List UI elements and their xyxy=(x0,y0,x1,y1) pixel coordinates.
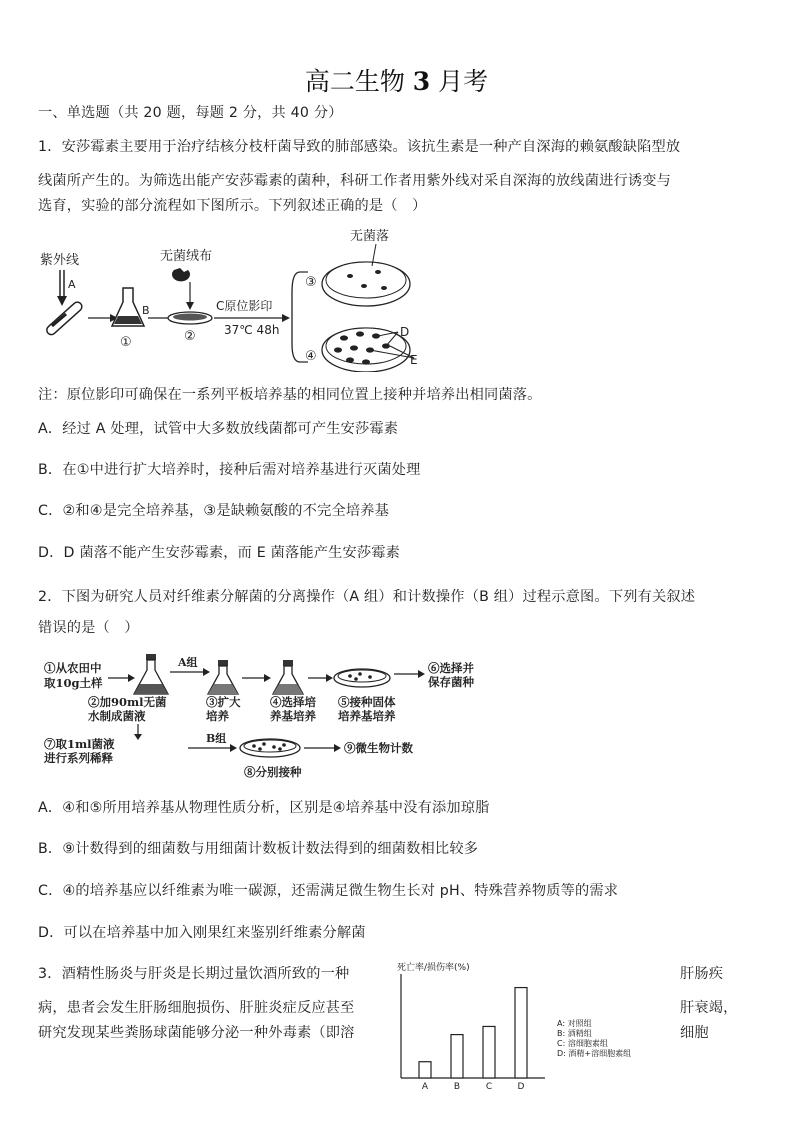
petri-dish-3 xyxy=(322,262,410,306)
q1-note: 注：原位影印可确保在一系列平板培养基的相同位置上接种并培养出相同菌落。 xyxy=(38,387,542,403)
flask-icon-step2 xyxy=(134,654,168,694)
colony-e-label: E xyxy=(410,353,418,367)
test-tube-icon xyxy=(45,300,84,336)
bar-a xyxy=(419,1062,431,1078)
step4-line2: 养基培养 xyxy=(270,709,316,723)
q3-stem-line3-left: 研究发现某些粪肠球菌能够分泌一种外毒素（即溶 xyxy=(38,1025,355,1041)
q1-option-b: B．在①中进行扩大培养时，接种后需对培养基进行灭菌处理 xyxy=(38,462,421,478)
title-tail: 月考 xyxy=(438,67,489,96)
x-tick-b: B xyxy=(453,1082,461,1092)
label-1: ① xyxy=(120,335,132,350)
step-c-label: C原位影印 xyxy=(216,299,273,313)
petri-dish-2 xyxy=(168,312,212,324)
flask-icon xyxy=(112,288,144,326)
step9-label: ⑨微生物计数 xyxy=(344,741,413,755)
label-3: ③ xyxy=(305,275,317,290)
step8-label: ⑧分别接种 xyxy=(244,765,302,779)
flask-icon-step4 xyxy=(273,660,303,694)
q1-option-a: A．经过 A 处理，试管中大多数放线菌都可产生安莎霉素 xyxy=(38,421,399,437)
q2-stem-line1: 2．下图为研究人员对纤维素分解菌的分离操作（A 组）和计数操作（B 组）过程示意图。下列有关叙述 xyxy=(38,589,696,605)
x-tick-d: D xyxy=(517,1082,525,1092)
q3-bar-chart xyxy=(395,958,665,1093)
legend-item: D: 酒精+溶细胞素组 xyxy=(557,1049,632,1058)
group-b-label: B组 xyxy=(206,732,227,745)
q3-stem-line3-right: 细胞 xyxy=(680,1025,709,1041)
petri-dish-step5 xyxy=(334,669,390,687)
step7-line1: ⑦取1ml菌液 xyxy=(44,737,115,751)
sterile-cloth-label: 无菌绒布 xyxy=(160,249,213,264)
q1-stem-line2: 线菌所产生的。为筛选出能产安莎霉素的菌种，科研工作者用紫外线对采自深海的放线菌进行诱变与 xyxy=(38,173,672,189)
group-a-label: A组 xyxy=(178,656,198,669)
x-tick-a: A xyxy=(421,1082,429,1092)
q3-stem-line2-left: 病，患者会发生肝肠细胞损伤、肝脏炎症反应甚至 xyxy=(38,1000,355,1016)
q2-option-c: C．④的培养基应以纤维素为唯一碳源，还需满足微生物生长对 pH、特殊营养物质等的需求 xyxy=(38,883,619,899)
label-4: ④ xyxy=(305,349,317,364)
q1-option-c: C．②和④是完全培养基，③是缺赖氨酸的不完全培养基 xyxy=(38,503,390,519)
velvet-stamp-icon xyxy=(172,268,190,281)
q2-stem-line2: 错误的是（ ） xyxy=(38,620,139,636)
petri-dish-step8 xyxy=(240,739,300,757)
step6-line1: ⑥选择并 xyxy=(428,661,474,675)
petri-dish-4 xyxy=(322,328,410,372)
step5-line1: ⑤接种固体 xyxy=(338,695,396,709)
q2-option-d: D．可以在培养基中加入刚果红来鉴别纤维素分解菌 xyxy=(38,925,366,941)
legend-item: A: 对照组 xyxy=(557,1019,592,1028)
step4-line1: ④选择培 xyxy=(270,695,316,709)
q3-stem-line2-right: 肝衰竭， xyxy=(680,1000,738,1016)
uv-label: 紫外线 xyxy=(40,253,80,268)
q3-stem-line1-left: 3．酒精性肠炎与肝炎是长期过量饮酒所致的一种 xyxy=(38,966,350,982)
q1-option-d: D．D 菌落不能产生安莎霉素，而 E 菌落能产生安莎霉素 xyxy=(38,545,401,561)
q2-option-b: B．⑨计数得到的细菌数与用细菌计数板计数法得到的细菌数相比较多 xyxy=(38,841,479,857)
step3-line1: ③扩大 xyxy=(206,695,241,709)
step6-line2: 保存菌种 xyxy=(428,675,474,689)
x-tick-c: C xyxy=(485,1082,493,1092)
label-2: ② xyxy=(184,329,196,344)
step5-line2: 培养基培养 xyxy=(338,709,396,723)
q2-figure xyxy=(38,650,498,785)
bar-d xyxy=(515,988,527,1078)
bar-b xyxy=(451,1035,463,1078)
step3-line2: 培养 xyxy=(206,709,229,723)
title-main: 高二生物 xyxy=(304,67,405,96)
step-a-label: A xyxy=(68,278,76,291)
colony-d-label: D xyxy=(400,325,410,339)
step-b-label: B xyxy=(142,304,150,317)
flask-icon-step3 xyxy=(208,660,238,694)
y-axis-label: 死亡率/损伤率(%) xyxy=(397,963,470,973)
bar-c xyxy=(483,1026,495,1078)
q1-figure xyxy=(38,222,438,372)
legend-item: B: 酒精组 xyxy=(557,1029,592,1038)
q1-stem-line1: 1．安莎霉素主要用于治疗结核分枝杆菌导致的肺部感染。该抗生素是一种产自深海的赖氨酸缺陷型放 xyxy=(38,139,681,155)
step2-line2: 水制成菌液 xyxy=(88,709,146,723)
title-number: 3 xyxy=(412,67,431,96)
step1-line1: ①从农田中 xyxy=(44,661,102,675)
legend-item: C: 溶细胞素组 xyxy=(557,1039,608,1048)
step2-line1: ②加90ml无菌 xyxy=(88,695,167,709)
step1-line2: 取10g土样 xyxy=(44,676,103,690)
no-colony-label: 无菌落 xyxy=(350,229,390,244)
page-title xyxy=(0,62,793,98)
section-heading: 一、单选题（共 20 题，每题 2 分，共 40 分） xyxy=(38,105,343,121)
step7-line2: 进行系列稀释 xyxy=(44,751,113,765)
q2-option-a: A．④和⑤所用培养基从物理性质分析，区别是④培养基中没有添加琼脂 xyxy=(38,800,490,816)
incubation-label: 37℃ 48h xyxy=(224,323,280,337)
q1-stem-line3: 选育，实验的部分流程如下图所示。下列叙述正确的是（ ） xyxy=(38,198,427,214)
q3-stem-line1-right: 肝肠疾 xyxy=(680,966,724,982)
